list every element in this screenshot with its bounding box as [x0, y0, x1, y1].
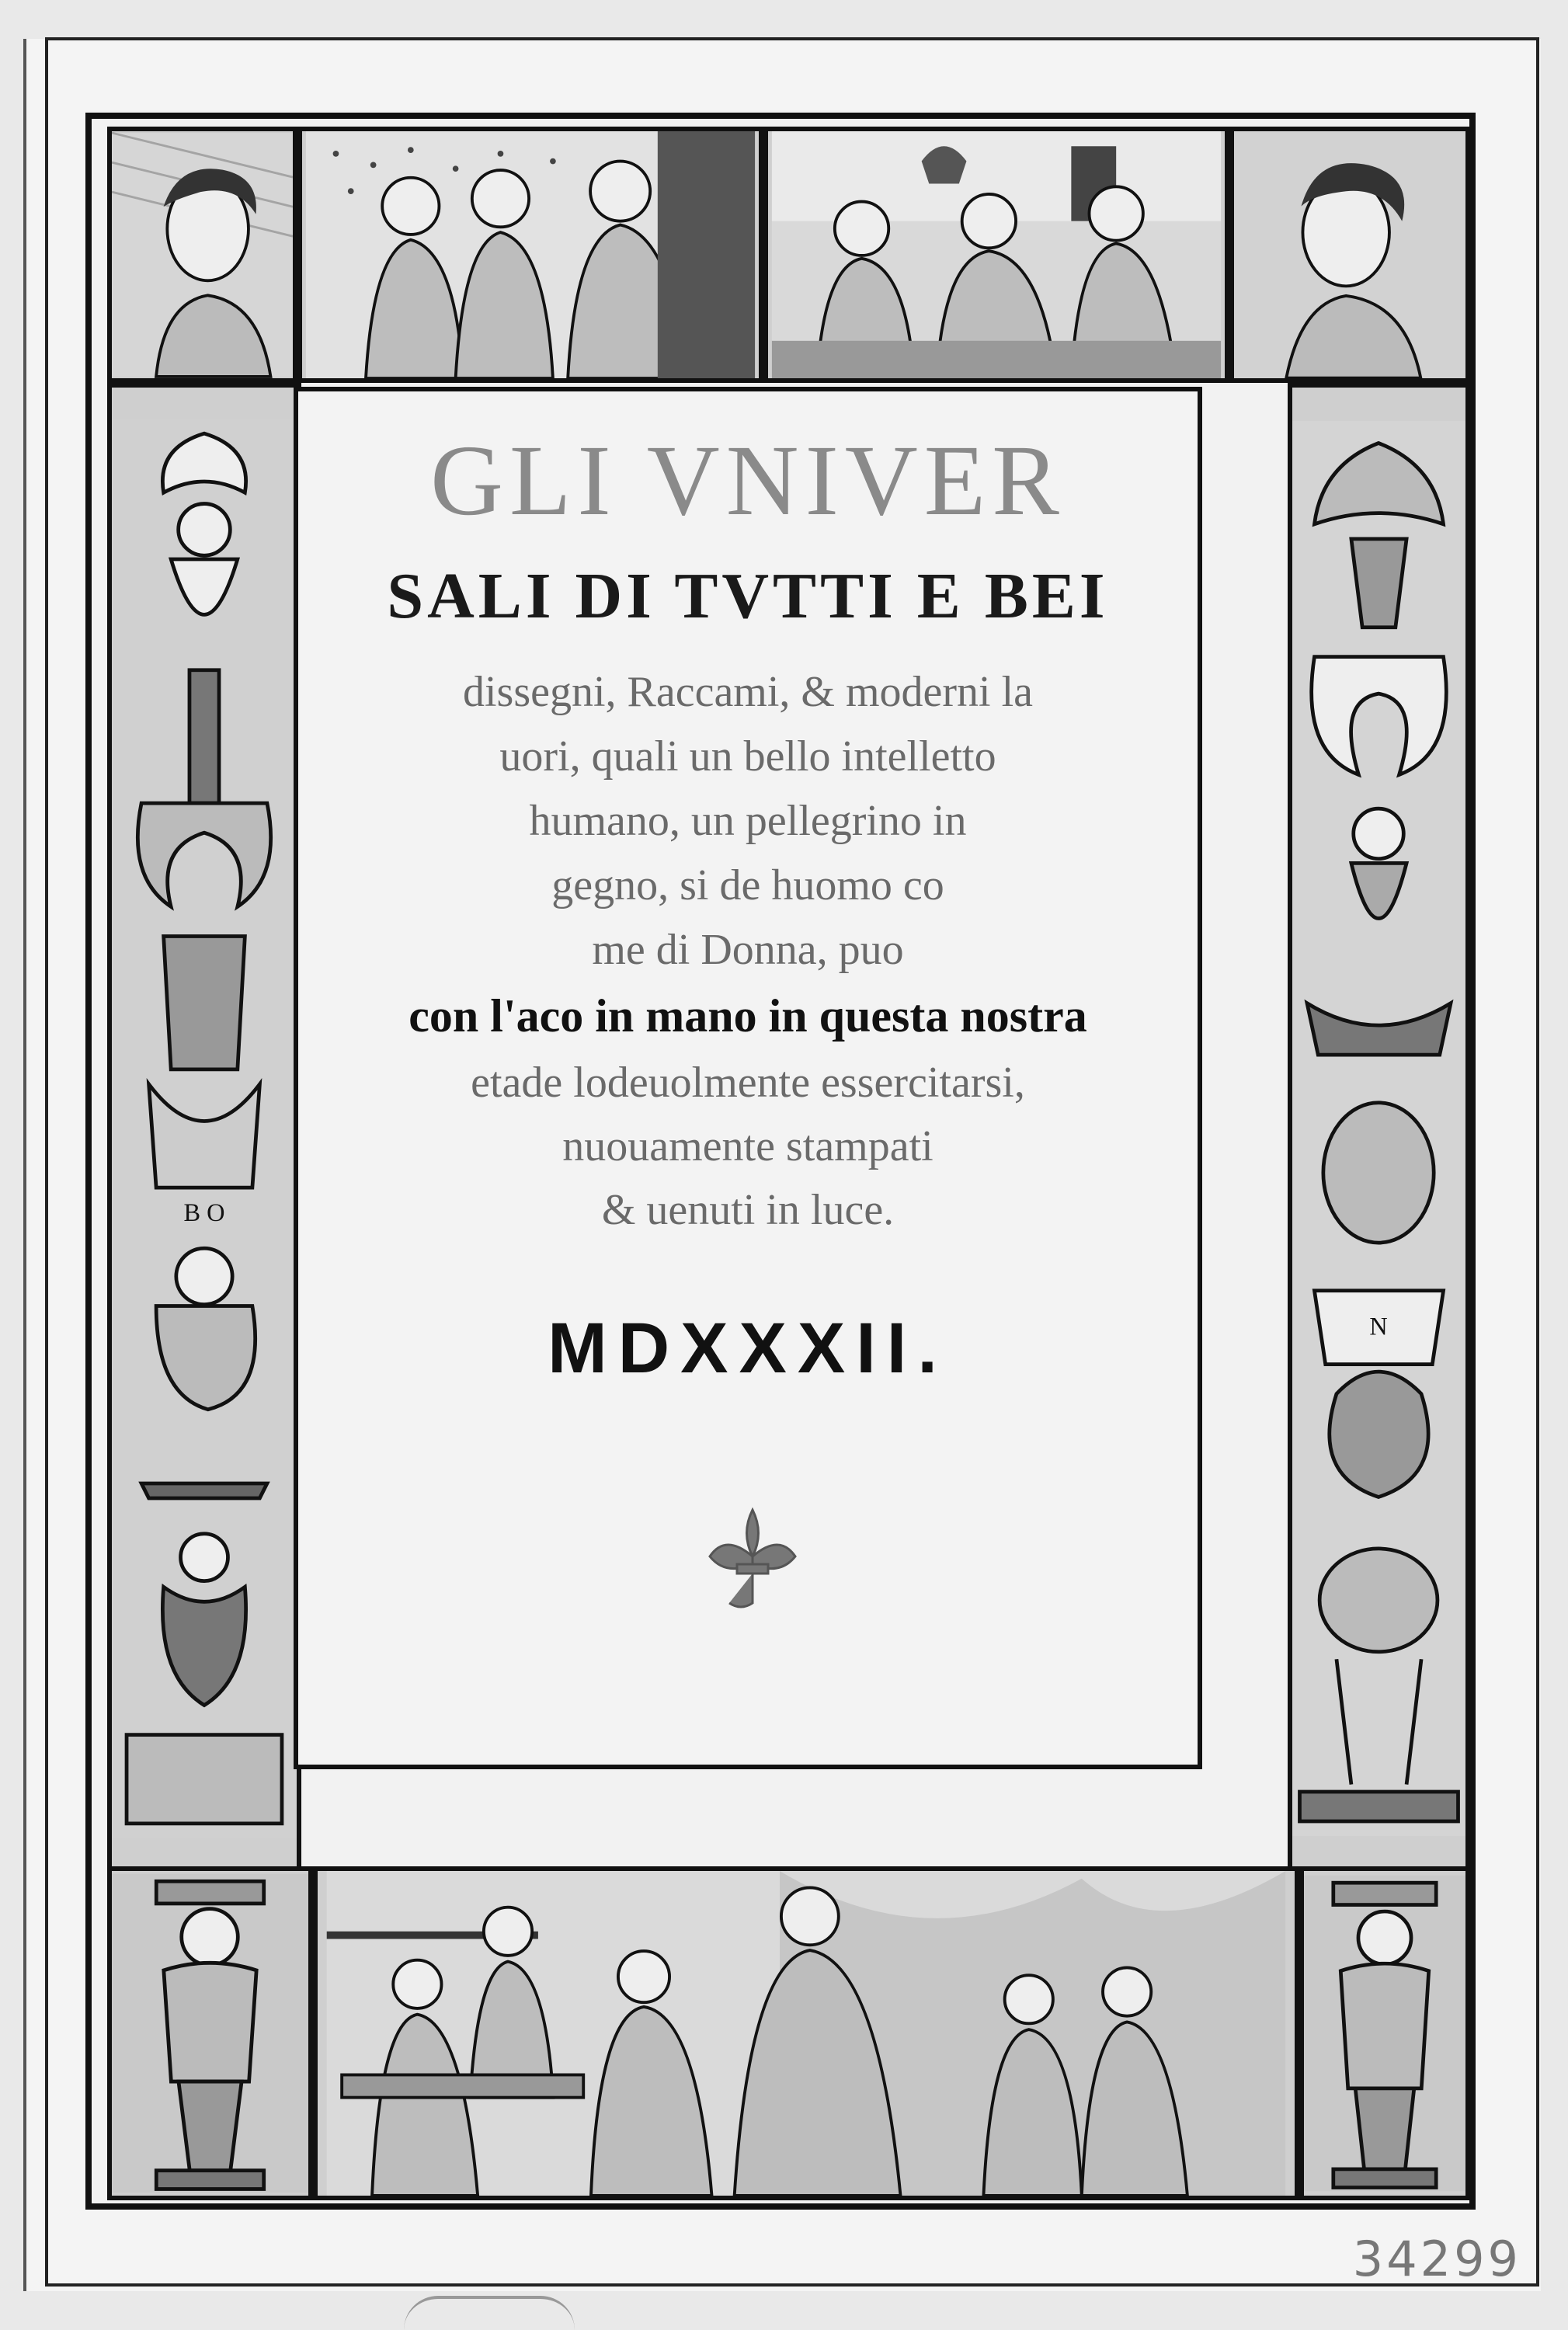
- title-line-6: gegno, si de huomo co: [551, 861, 944, 909]
- women-sewing-scene: [768, 131, 1225, 378]
- title-line-4: uori, quali un bello intelletto: [499, 732, 996, 781]
- title-line-7: me di Donna, puo: [592, 926, 904, 974]
- publication-year: MDXXXII.: [548, 1309, 948, 1388]
- top-center-right-scene-panel: [763, 127, 1229, 383]
- title-line-9: etade lodeuolmente essercitarsi,: [471, 1059, 1025, 1107]
- portrait-woman-icon: [1234, 131, 1465, 378]
- left-column-initials: B O: [183, 1198, 225, 1227]
- title-line-8: con l'aco in mano in questa nostra: [409, 990, 1087, 1042]
- grotesque-ornament-column: [1292, 388, 1465, 1869]
- right-column-initial: N: [1369, 1312, 1388, 1341]
- top-center-left-scene-panel: [297, 127, 763, 383]
- right-ornament-column: [1288, 383, 1470, 1874]
- title-line-1: GLI VNIVER: [430, 425, 1066, 537]
- woodcut-border-frame: [85, 113, 1476, 2210]
- bottom-right-caryatid-panel: [1299, 1866, 1470, 2200]
- women-with-textile-scene: [302, 131, 759, 378]
- caryatid-figure: [112, 1871, 308, 2196]
- title-line-3: dissegni, Raccami, & moderni la: [462, 668, 1034, 716]
- title-text-block: [294, 387, 1202, 1769]
- portrait-woman-icon: [112, 131, 293, 378]
- grotesque-ornament-column: [112, 388, 297, 1869]
- embroidery-workshop-scene: [318, 1871, 1295, 2196]
- title-line-10: nuouamente stampati: [562, 1122, 933, 1170]
- shelfmark: 34299: [1352, 2231, 1521, 2287]
- left-ornament-column: [107, 383, 301, 1874]
- caryatid-figure: [1304, 1871, 1465, 2196]
- title-line-5: humano, un pellegrino in: [529, 797, 967, 845]
- title-line-2: SALI DI TVTTI E BEI: [387, 560, 1109, 632]
- fleur-de-lis-icon: [694, 1502, 811, 1619]
- bottom-left-caryatid-panel: [107, 1866, 313, 2200]
- title-line-11: & uenuti in luce.: [601, 1186, 895, 1234]
- bottom-center-scene-panel: [313, 1866, 1299, 2200]
- top-left-portrait-panel: [107, 127, 297, 383]
- top-right-portrait-panel: [1229, 127, 1470, 383]
- library-stamp: [404, 2296, 575, 2330]
